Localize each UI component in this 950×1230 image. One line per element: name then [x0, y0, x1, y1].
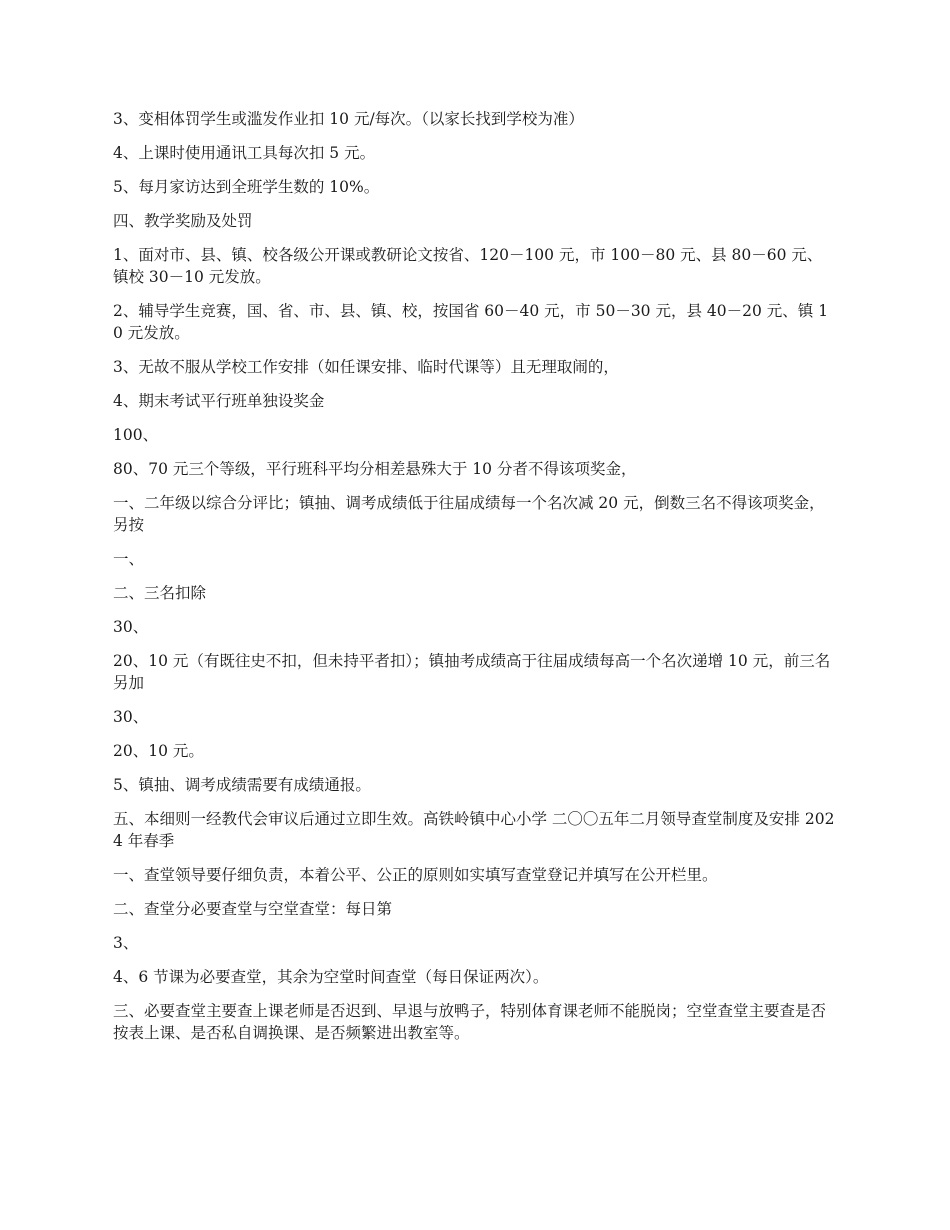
paragraph: 100、 — [113, 426, 159, 444]
paragraph: 5、每月家访达到全班学生数的 10%。 — [113, 178, 380, 196]
paragraph: 三、必要查堂主要查上课老师是否迟到、早退与放鸭子，特别体育课老师不能脱岗；空堂查堂主要查是否按表上课、是否私自调换课、是否频繁进出教室等。 — [113, 1002, 827, 1042]
paragraph: 1、面对市、县、镇、校各级公开课或教研论文按省、120－100 元，市 100－80 元、县 80－60 元、镇校 30－10 元发放。 — [113, 246, 823, 286]
document-body — [113, 108, 837, 1056]
paragraph: 4、期末考试平行班单独设奖金 — [113, 392, 325, 410]
paragraph: 二、三名扣除 — [113, 584, 207, 602]
section-heading: 五、本细则一经教代会审议后通过立即生效。高铁岭镇中心小学 二〇〇五年二月领导查堂制度及安排 2024 年春季 — [113, 810, 835, 850]
paragraph: 20、10 元。 — [113, 742, 204, 760]
paragraph: 4、6 节课为必要查堂，其余为空堂时间查堂（每日保证两次）。 — [113, 968, 549, 986]
section-heading: 四、教学奖励及处罚 — [113, 212, 253, 230]
paragraph: 3、 — [113, 934, 139, 952]
paragraph: 二、查堂分必要查堂与空堂查堂：每日第 — [113, 900, 393, 918]
paragraph: 3、无故不服从学校工作安排（如任课安排、临时代课等）且无理取闹的， — [113, 358, 619, 376]
paragraph: 2、辅导学生竞赛，国、省、市、县、镇、校，按国省 60－40 元，市 50－30 元，县 40－20 元、镇 10 元发放。 — [113, 302, 829, 342]
paragraph: 3、变相体罚学生或滥发作业扣 10 元/每次。（以家长找到学校为准） — [113, 110, 584, 128]
paragraph: 30、 — [113, 618, 149, 636]
paragraph: 80、70 元三个等级，平行班科平均分相差悬殊大于 10 分者不得该项奖金， — [113, 460, 637, 478]
paragraph: 30、 — [113, 708, 149, 726]
paragraph: 一、查堂领导要仔细负责，本着公平、公正的原则如实填写查堂登记并填写在公开栏里。 — [113, 866, 718, 884]
paragraph: 5、镇抽、调考成绩需要有成绩通报。 — [113, 776, 371, 794]
paragraph: 一、二年级以综合分评比；镇抽、调考成绩低于往届成绩每一个名次减 20 元，倒数三名不得该项奖金，另按 — [113, 494, 825, 534]
paragraph: 一、 — [113, 550, 145, 568]
paragraph: 4、上课时使用通讯工具每次扣 5 元。 — [113, 144, 376, 162]
paragraph: 20、10 元（有既往史不扣，但未持平者扣）；镇抽考成绩高于往届成绩每高一个名次递增 10 元，前三名另加 — [113, 652, 831, 692]
